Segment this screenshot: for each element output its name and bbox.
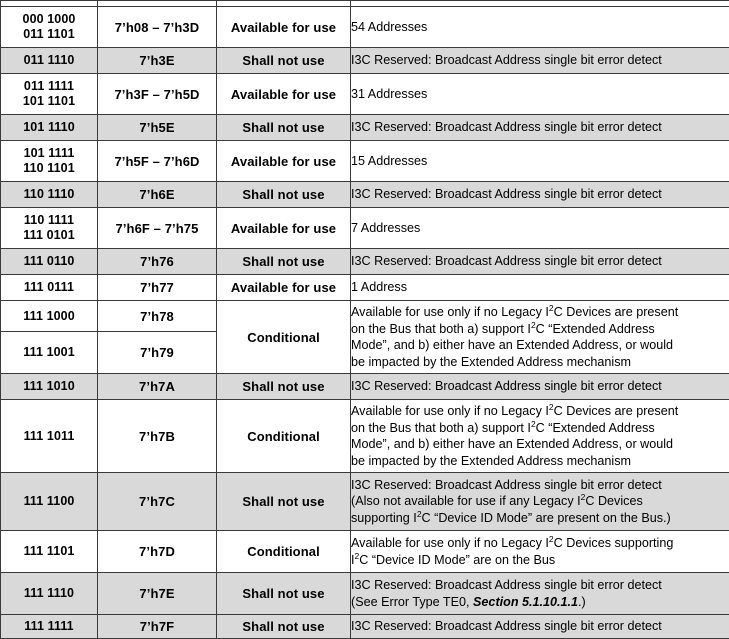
description-cell: I3C Reserved: Broadcast Address single bit error detect <box>351 374 729 400</box>
hex-address-cell: 7’h7A <box>98 374 217 400</box>
table-row <box>1 48 729 74</box>
hex-address-cell: 7’h7D <box>98 531 217 573</box>
usage-cell: Shall not use <box>217 115 351 141</box>
binary-line-end: 101 1101 <box>1 94 97 109</box>
hex-address-cell: 7’h7B <box>98 400 217 473</box>
table-row <box>1 531 729 573</box>
superscript-two: 2 <box>531 319 536 329</box>
binary-address-cell: 111 1011 <box>1 400 98 473</box>
description-cell: I3C Reserved: Broadcast Address single bit error detect <box>351 182 729 208</box>
description-cell <box>351 400 729 473</box>
table-row <box>1 473 729 531</box>
table-row <box>1 400 729 473</box>
description-line-1: Available for use only if no Legacy $I^2C$ Devices are present <box>351 304 729 321</box>
description-line-2: $I^2C$ “Device ID Mode” are on the Bus <box>351 552 729 569</box>
table-row <box>1 141 729 182</box>
description-cell: 7 Addresses <box>351 208 729 249</box>
binary-address-cell: 111 1001 <box>1 332 98 374</box>
usage-cell: Shall not use <box>217 573 351 615</box>
superscript-two: 2 <box>581 492 586 502</box>
superscript-two: 2 <box>531 418 536 428</box>
hex-address-cell: 7’h7E <box>98 573 217 615</box>
usage-cell: Shall not use <box>217 48 351 74</box>
hex-address-cell: 7’h08 – 7’h3D <box>98 7 217 48</box>
description-cell: I3C Reserved: Broadcast Address single bit error detect <box>351 615 729 639</box>
description-line-3: Mode”, and b) either have an Extended Address, or would <box>351 337 729 354</box>
binary-address-cell: 111 1010 <box>1 374 98 400</box>
binary-address-cell: 111 1000 <box>1 301 98 332</box>
binary-address-cell: 111 1100 <box>1 473 98 531</box>
table-row <box>1 301 729 332</box>
description-line-2: on the Bus that both a) support $I^2C$ “Extended Address <box>351 420 729 437</box>
description-line-1: Available for use only if no Legacy $I^2C$ Devices supporting <box>351 535 729 552</box>
description-line-1: I3C Reserved: Broadcast Address single bit error detect <box>351 577 729 594</box>
description-cell <box>351 531 729 573</box>
description-line-3: Mode”, and b) either have an Extended Address, or would <box>351 436 729 453</box>
binary-line-end: 110 1101 <box>1 161 97 176</box>
description-cell <box>351 573 729 615</box>
table-row <box>1 74 729 115</box>
superscript-two: 2 <box>549 534 554 544</box>
binary-address-cell <box>1 208 98 249</box>
description-line-4: be impacted by the Extended Address mechanism <box>351 354 729 371</box>
usage-cell: Shall not use <box>217 473 351 531</box>
table-row <box>1 249 729 275</box>
hex-address-cell: 7’h5F – 7’h6D <box>98 141 217 182</box>
table-row <box>1 275 729 301</box>
usage-cell: Available for use <box>217 74 351 115</box>
hex-address-cell: 7’h78 <box>98 301 217 332</box>
table-row <box>1 615 729 639</box>
binary-line-start: 101 1111 <box>1 146 97 161</box>
usage-cell: Conditional <box>217 400 351 473</box>
description-cell: I3C Reserved: Broadcast Address single bit error detect <box>351 249 729 275</box>
usage-cell: Available for use <box>217 7 351 48</box>
section-reference: Section 5.1.10.1.1 <box>473 595 578 609</box>
usage-cell: Shall not use <box>217 249 351 275</box>
binary-address-cell: 111 0111 <box>1 275 98 301</box>
description-cell: 31 Addresses <box>351 74 729 115</box>
binary-address-cell <box>1 141 98 182</box>
table-row <box>1 115 729 141</box>
binary-address-cell: 101 1110 <box>1 115 98 141</box>
binary-address-cell: 111 1101 <box>1 531 98 573</box>
binary-address-cell: 011 1110 <box>1 48 98 74</box>
description-cell <box>351 473 729 531</box>
hex-address-cell: 7’h76 <box>98 249 217 275</box>
binary-line-start: 011 1111 <box>1 79 97 94</box>
superscript-two: 2 <box>549 402 554 412</box>
description-line-3: supporting $I^2C$ “Device ID Mode” are present on the Bus.) <box>351 510 729 527</box>
description-line-2: (Also not available for use if any Legacy $I^2C$ Devices <box>351 493 729 510</box>
description-cell: 54 Addresses <box>351 7 729 48</box>
usage-cell: Shall not use <box>217 374 351 400</box>
description-line-2: (See Error Type TE0, Section 5.1.10.1.1.) <box>351 594 729 611</box>
table-row <box>1 7 729 48</box>
superscript-two: 2 <box>549 303 554 313</box>
description-line-1: Available for use only if no Legacy $I^2C$ Devices are present <box>351 403 729 420</box>
hex-address-cell: 7’h3E <box>98 48 217 74</box>
superscript-two: 2 <box>417 509 422 519</box>
hex-address-cell: 7’h79 <box>98 332 217 374</box>
description-cell: 1 Address <box>351 275 729 301</box>
hex-address-cell: 7’h6F – 7’h75 <box>98 208 217 249</box>
description-cell: I3C Reserved: Broadcast Address single bit error detect <box>351 48 729 74</box>
hex-address-cell: 7’h77 <box>98 275 217 301</box>
usage-cell-merged: Conditional <box>217 301 351 374</box>
binary-line-start: 110 1111 <box>1 213 97 228</box>
binary-address-cell: 111 1111 <box>1 615 98 639</box>
usage-cell: Shall not use <box>217 182 351 208</box>
binary-address-cell <box>1 74 98 115</box>
table-row <box>1 208 729 249</box>
binary-address-cell: 111 0110 <box>1 249 98 275</box>
hex-address-cell: 7’h3F – 7’h5D <box>98 74 217 115</box>
usage-cell: Conditional <box>217 531 351 573</box>
table-row <box>1 573 729 615</box>
usage-cell: Available for use <box>217 275 351 301</box>
description-line-4: be impacted by the Extended Address mechanism <box>351 453 729 470</box>
hex-address-cell: 7’h7F <box>98 615 217 639</box>
hex-address-cell: 7’h6E <box>98 182 217 208</box>
binary-address-cell <box>1 7 98 48</box>
hex-address-cell: 7’h5E <box>98 115 217 141</box>
table-row <box>1 374 729 400</box>
description-cell: 15 Addresses <box>351 141 729 182</box>
usage-cell: Available for use <box>217 141 351 182</box>
description-cell-merged <box>351 301 729 374</box>
binary-address-cell: 110 1110 <box>1 182 98 208</box>
binary-address-cell: 111 1110 <box>1 573 98 615</box>
binary-line-end: 011 1101 <box>1 27 97 42</box>
usage-cell: Shall not use <box>217 615 351 639</box>
table-row <box>1 182 729 208</box>
superscript-two: 2 <box>355 550 360 560</box>
usage-cell: Available for use <box>217 208 351 249</box>
description-line-2: on the Bus that both a) support $I^2C$ “Extended Address <box>351 321 729 338</box>
description-cell: I3C Reserved: Broadcast Address single bit error detect <box>351 115 729 141</box>
binary-line-start: 000 1000 <box>1 12 97 27</box>
description-line-1: I3C Reserved: Broadcast Address single bit error detect <box>351 477 729 494</box>
binary-line-end: 111 0101 <box>1 228 97 243</box>
hex-address-cell: 7’h7C <box>98 473 217 531</box>
